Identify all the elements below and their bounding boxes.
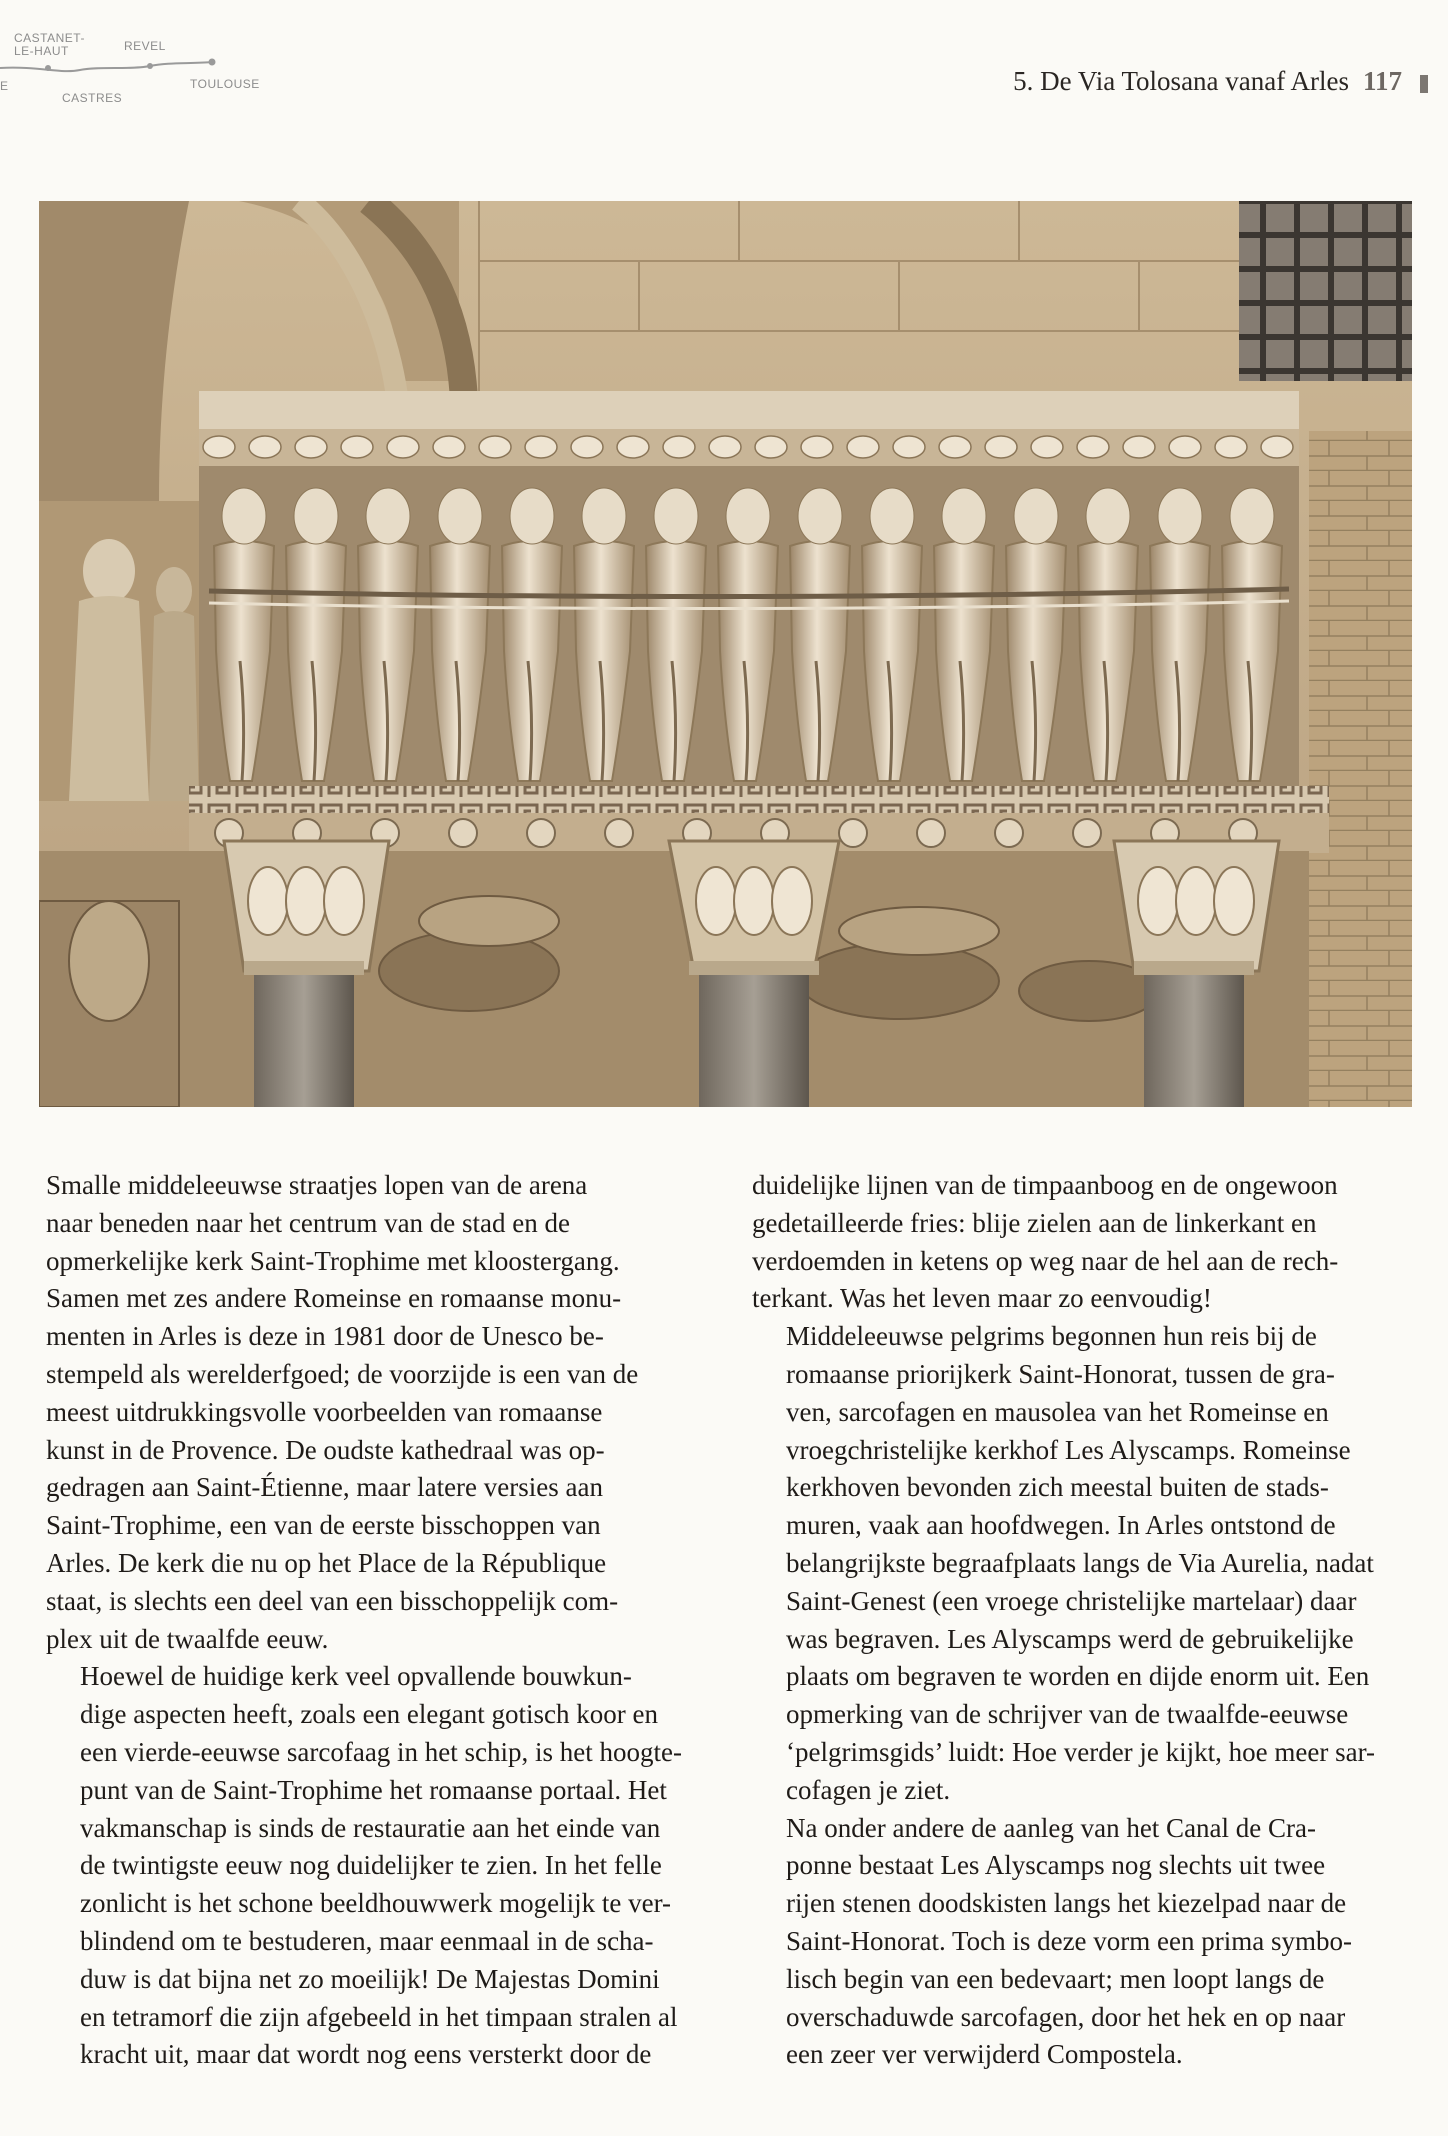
cornice-leaf bbox=[1123, 436, 1155, 458]
rosette bbox=[917, 819, 945, 847]
cornice-leaf bbox=[985, 436, 1017, 458]
rosette bbox=[605, 819, 633, 847]
text-line: een vierde-eeuwse sarcofaag in het schip, is het hoogte- bbox=[80, 1736, 683, 1767]
text-line: meest uitdrukkingsvolle voorbeelden van romaanse bbox=[46, 1396, 603, 1427]
text-line: opmerking van de schrijver van de twaalfde-eeuwse bbox=[786, 1699, 1349, 1730]
text-line: naar beneden naar het centrum van de stad en de bbox=[46, 1207, 570, 1238]
cornice-leaf bbox=[617, 436, 649, 458]
cornice-leaf bbox=[1261, 436, 1293, 458]
capital-leaf bbox=[286, 867, 326, 935]
capital-leaf bbox=[248, 867, 288, 935]
text-line: ‘pelgrimsgids’ luidt: Hoe verder je kijkt, hoe meer sar- bbox=[786, 1736, 1376, 1767]
text-line: blindend om te bestuderen, maar eenmaal in de scha- bbox=[80, 1925, 654, 1956]
text-line: Arles. De kerk die nu op het Place de la République bbox=[46, 1547, 607, 1578]
cornice-leaf bbox=[203, 436, 235, 458]
page-tab-marker bbox=[1420, 75, 1428, 93]
capital-leaf bbox=[1176, 867, 1216, 935]
cornice-leaf bbox=[709, 436, 741, 458]
chapter-title: 5. De Via Tolosana vanaf Arles bbox=[1013, 66, 1349, 96]
text-line: Hoewel de huidige kerk veel opvallende bouwkun- bbox=[80, 1661, 632, 1692]
text-line: duidelijke lijnen van de timpaanboog en de ongewoon bbox=[752, 1170, 1338, 1200]
text-line: plex uit de twaalfde eeuw. bbox=[46, 1623, 329, 1654]
text-line: rijen stenen doodskisten langs het kiezelpad naar de bbox=[786, 1888, 1347, 1919]
cornice-leaf bbox=[249, 436, 281, 458]
meander-band bbox=[189, 786, 1329, 816]
rosette bbox=[449, 819, 477, 847]
capital-leaf bbox=[734, 867, 774, 935]
text-line: overschaduwde sarcofagen, door het hek en op naar bbox=[786, 2001, 1346, 2032]
paragraph bbox=[752, 1318, 1412, 1809]
window-grille bbox=[1239, 201, 1412, 381]
cornice-leaf bbox=[1077, 436, 1109, 458]
paragraph bbox=[752, 1167, 1412, 1318]
text-line: gedragen aan Saint-Étienne, maar latere versies aan bbox=[46, 1472, 603, 1503]
text-line: Samen met zes andere Romeinse en romaanse monu- bbox=[46, 1283, 622, 1314]
capital-leaf bbox=[1138, 867, 1178, 935]
route-map bbox=[0, 30, 280, 110]
cornice-leaf bbox=[387, 436, 419, 458]
text-column-left bbox=[46, 1167, 706, 2074]
page-number: 117 bbox=[1362, 66, 1402, 96]
text-line: duw is dat bijna net zo moeilijk! De Majestas Domini bbox=[80, 1963, 660, 1994]
text-line: opmerkelijke kerk Saint-Trophime met kloostergang. bbox=[46, 1245, 620, 1276]
text-line: Saint-Genest (een vroege christelijke martelaar) daar bbox=[786, 1585, 1357, 1616]
photo-frieze bbox=[39, 201, 1412, 1107]
cornice-leaf bbox=[939, 436, 971, 458]
text-line: zonlicht is het schone beeldhouwwerk mogelijk te ver- bbox=[80, 1888, 672, 1919]
route-label-toulouse: TOULOUSE bbox=[190, 77, 260, 91]
text-line: belangrijkste begraafplaats langs de Via Aurelia, nadat bbox=[786, 1547, 1374, 1578]
cornice-leaf bbox=[893, 436, 925, 458]
capital-leaf bbox=[1214, 867, 1254, 935]
text-line: kerkhoven bevonden zich meestal buiten de stads- bbox=[786, 1472, 1329, 1503]
chained-figures bbox=[214, 488, 1282, 781]
rosette bbox=[839, 819, 867, 847]
cornice-leaf bbox=[1031, 436, 1063, 458]
route-label-revel: REVEL bbox=[124, 39, 166, 53]
rosette bbox=[1073, 819, 1101, 847]
text-line: menten in Arles is deze in 1981 door de Unesco be- bbox=[46, 1321, 604, 1352]
text-line: muren, vaak aan hoofdwegen. In Arles ontstond de bbox=[786, 1510, 1336, 1541]
paragraph bbox=[46, 1658, 706, 2074]
cornice-leaf bbox=[801, 436, 833, 458]
text-line: Saint-Honorat. Toch is deze vorm een prima symbo- bbox=[786, 1925, 1352, 1956]
text-line: kracht uit, maar dat wordt nog eens versterkt door de bbox=[80, 2039, 652, 2070]
text-column-right bbox=[752, 1167, 1412, 2074]
route-label-le-haut: LE-HAUT bbox=[14, 44, 69, 58]
text-line: verdoemden in ketens op weg naar de hel aan de rech- bbox=[752, 1245, 1339, 1276]
left-saint-sculptures bbox=[39, 501, 199, 801]
frieze-cornice bbox=[199, 391, 1299, 469]
cornice-leaf bbox=[341, 436, 373, 458]
cornice-leaf bbox=[755, 436, 787, 458]
text-line: vroegchristelijke kerkhof Les Alyscamps. Romeinse bbox=[786, 1434, 1351, 1465]
text-line: punt van de Saint-Trophime het romaanse portaal. Het bbox=[80, 1774, 667, 1805]
right-wall bbox=[1309, 431, 1412, 1107]
capital-leaf bbox=[324, 867, 364, 935]
cornice-leaf bbox=[571, 436, 603, 458]
running-head bbox=[1013, 66, 1428, 97]
route-label-castanet: CASTANET- bbox=[14, 31, 85, 45]
text-line: plaats om begraven te worden en dijde enorm uit. Een bbox=[786, 1661, 1370, 1692]
rosette bbox=[527, 819, 555, 847]
text-line: en tetramorf die zijn afgebeeld in het timpaan stralen al bbox=[80, 2001, 678, 2032]
cornice-leaf bbox=[1215, 436, 1247, 458]
capital-leaf bbox=[772, 867, 812, 935]
text-line: vakmanschap is sinds de restauratie aan het einde van bbox=[80, 1812, 661, 1843]
text-line: was begraven. Les Alyscamps werd de gebruikelijke bbox=[786, 1623, 1354, 1654]
route-label-castres: CASTRES bbox=[62, 91, 123, 105]
route-label-edge: E bbox=[0, 79, 9, 93]
text-line: dige aspecten heeft, zoals een elegant gotisch koor en bbox=[80, 1699, 659, 1730]
paragraph bbox=[46, 1167, 706, 1658]
text-line: cofagen je ziet. bbox=[786, 1774, 951, 1805]
text-line: ponne bestaat Les Alyscamps nog slechts uit twee bbox=[786, 1850, 1326, 1881]
rosette bbox=[995, 819, 1023, 847]
text-line: stempeld als werelderfgoed; de voorzijde is een van de bbox=[46, 1358, 639, 1389]
cornice-leaf bbox=[479, 436, 511, 458]
text-line: gedetailleerde fries: blije zielen aan de linkerkant en bbox=[752, 1207, 1317, 1238]
cornice-leaf bbox=[433, 436, 465, 458]
text-line: de twintigste eeuw nog duidelijker te zien. In het felle bbox=[80, 1850, 662, 1881]
text-line: Middeleeuwse pelgrims begonnen hun reis bij de bbox=[786, 1321, 1317, 1352]
text-line: een zeer ver verwijderd Compostela. bbox=[786, 2039, 1183, 2070]
text-line: staat, is slechts een deel van een bisschoppelijk com- bbox=[46, 1585, 619, 1616]
text-line: romaanse priorijkerk Saint-Honorat, tussen de gra- bbox=[786, 1358, 1335, 1389]
cornice-leaf bbox=[1169, 436, 1201, 458]
cornice-leaf bbox=[663, 436, 695, 458]
text-line: ven, sarcofagen en mausolea van het Romeinse en bbox=[786, 1396, 1329, 1427]
text-line: Na onder andere de aanleg van het Canal de Cra- bbox=[786, 1812, 1316, 1843]
text-line: terkant. Was het leven maar zo eenvoudig! bbox=[752, 1283, 1212, 1314]
cornice-leaf bbox=[847, 436, 879, 458]
cornice-leaf bbox=[295, 436, 327, 458]
text-line: Saint-Trophime, een van de eerste bisschoppen van bbox=[46, 1510, 601, 1541]
cornice-leaf bbox=[525, 436, 557, 458]
capital-leaf bbox=[696, 867, 736, 935]
frieze-illustration bbox=[39, 201, 1412, 1107]
text-line: lisch begin van een bedevaart; men loopt langs de bbox=[786, 1963, 1325, 1994]
text-line: kunst in de Provence. De oudste kathedraal was op- bbox=[46, 1434, 605, 1465]
text-line: Smalle middeleeuwse straatjes lopen van de arena bbox=[46, 1170, 588, 1200]
paragraph bbox=[752, 1810, 1412, 2075]
